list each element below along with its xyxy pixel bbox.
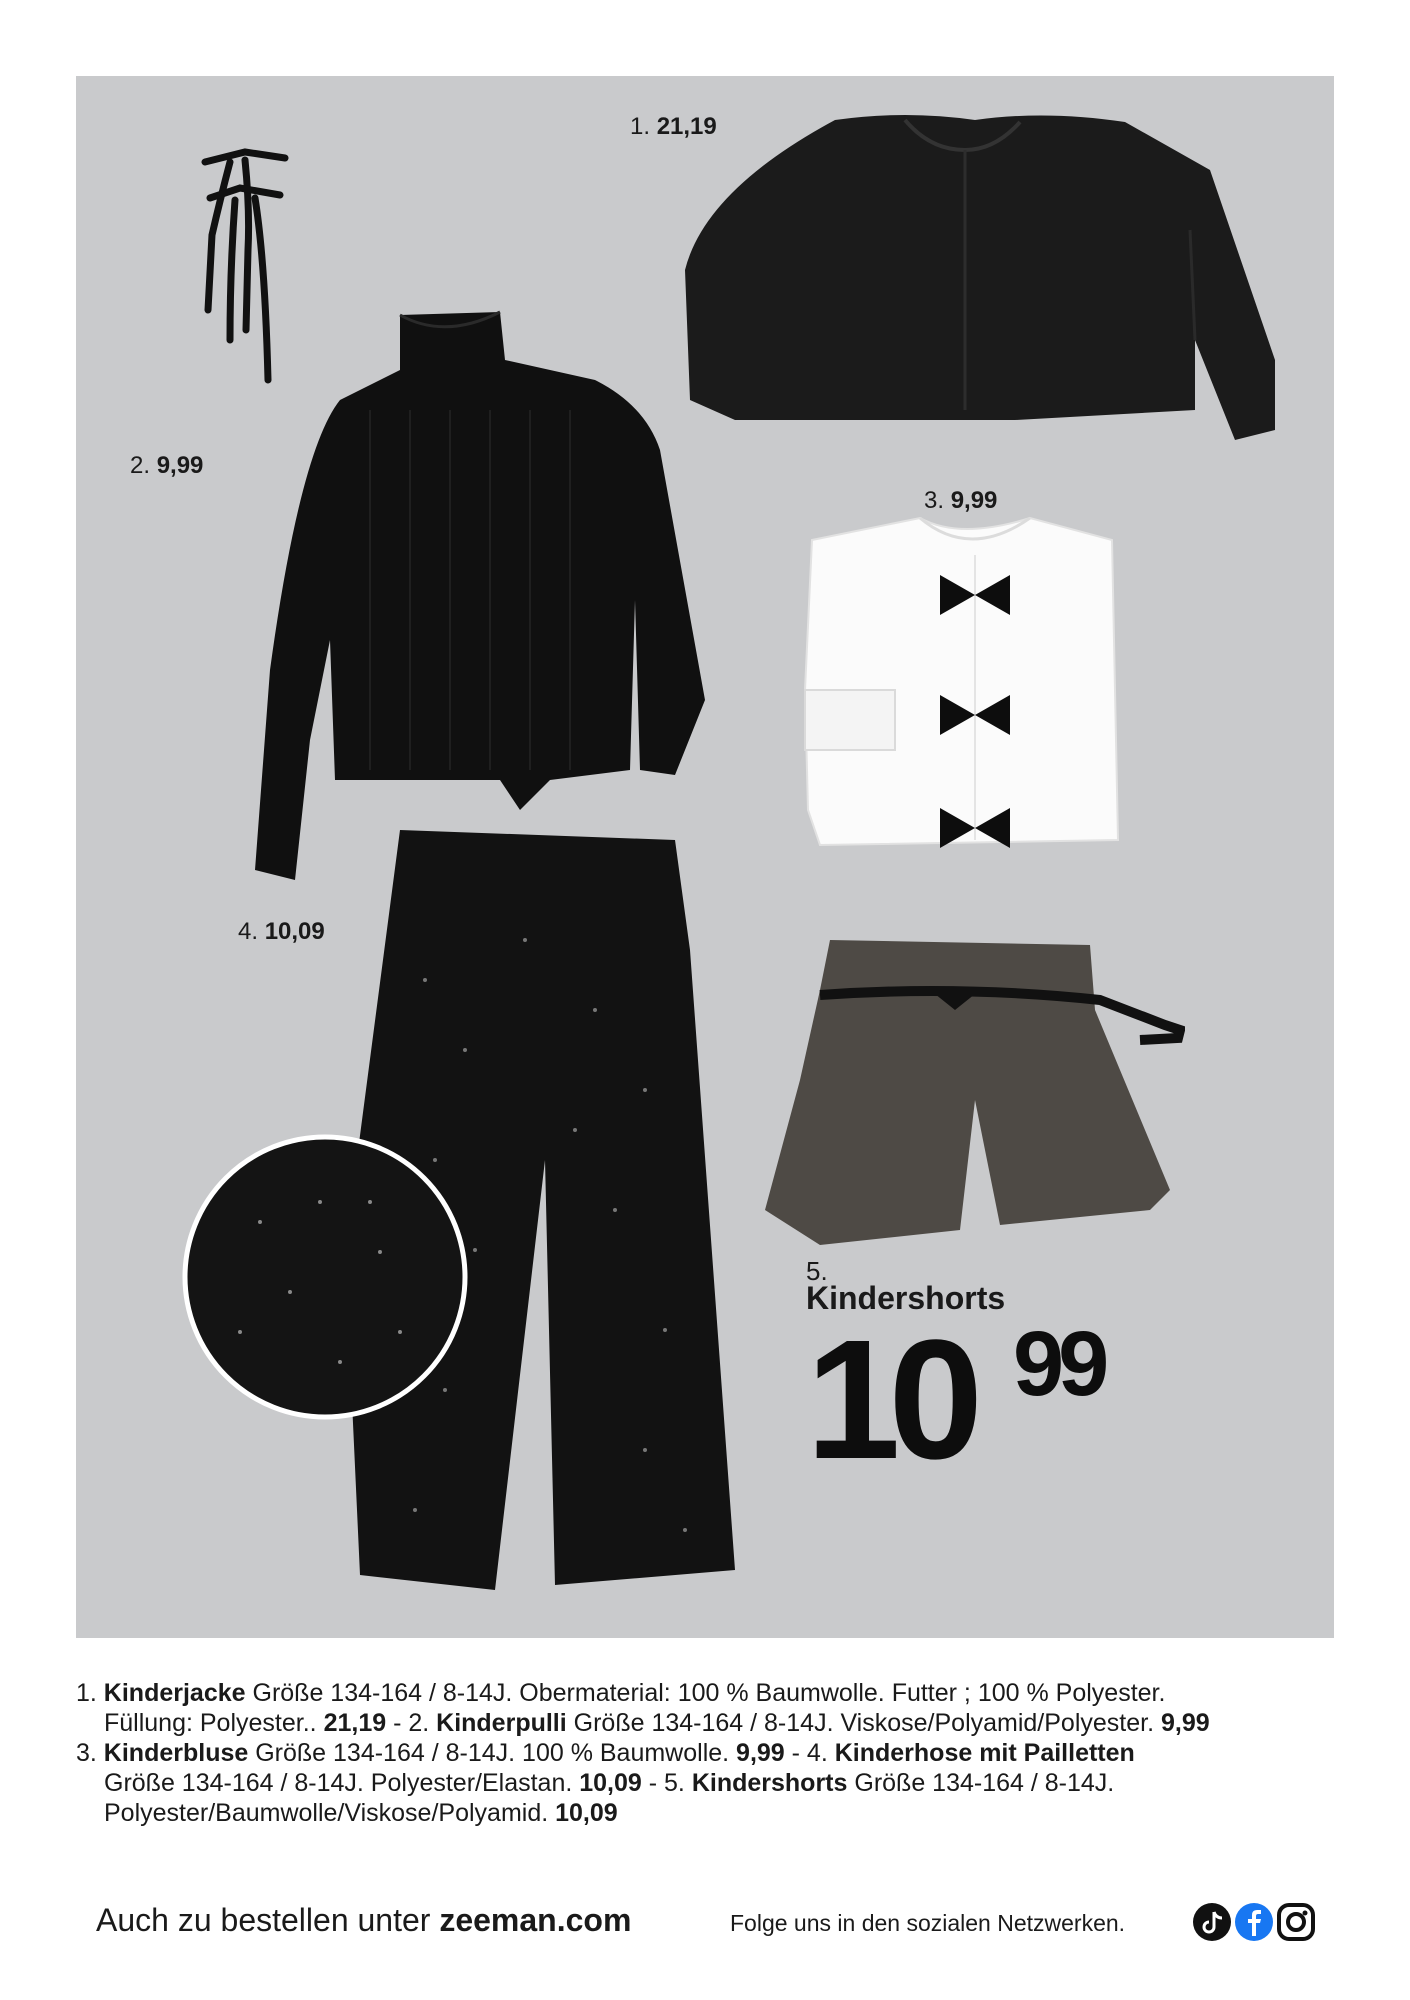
item2-price: 9,99	[156, 452, 204, 479]
kinderpulli-image	[250, 300, 730, 880]
text: 1.	[76, 1679, 104, 1707]
social-follow-text: Folge uns in den sozialen Netzwerken.	[730, 1910, 1126, 1936]
item4-price: 10,09	[264, 918, 325, 945]
text: Größe 134-164 / 8-14J. 100 % Baumwolle.	[248, 1739, 737, 1767]
promo-product-name: Kindershorts	[806, 1280, 1006, 1316]
description-line-5	[76, 1798, 1336, 1828]
item3-price-label	[924, 487, 997, 515]
item2-price-label	[130, 452, 203, 480]
promo-number: 5.	[806, 1256, 828, 1286]
price: 10,09	[555, 1799, 618, 1827]
text: Füllung: Polyester..	[104, 1709, 324, 1737]
product-description	[76, 1678, 1336, 1828]
price: 10,09	[579, 1769, 642, 1797]
product-name: Kindershorts	[691, 1769, 848, 1797]
promo-price-main: 10	[806, 1305, 972, 1495]
item4-number: 4.	[238, 918, 259, 945]
facebook-icon[interactable]	[1234, 1902, 1274, 1942]
description-line-4	[76, 1768, 1336, 1798]
description-line-2	[76, 1708, 1336, 1738]
product-name: Kinderhose mit Pailletten	[834, 1739, 1135, 1767]
order-text: Auch zu bestellen unter	[96, 1902, 440, 1938]
item1-price-label	[630, 113, 717, 141]
kindershorts-image	[760, 940, 1185, 1250]
text: Polyester/Baumwolle/Viskose/Polyamid.	[104, 1799, 556, 1827]
price: 9,99	[736, 1739, 785, 1767]
product-name: Kinderjacke	[103, 1679, 246, 1707]
kinderjacke-image	[675, 110, 1290, 450]
description-line-1	[76, 1678, 1336, 1708]
order-online-text	[96, 1902, 631, 1939]
product-name: Kinderbluse	[103, 1739, 249, 1767]
instagram-icon[interactable]	[1276, 1902, 1316, 1942]
text: - 2.	[386, 1709, 437, 1737]
text: - 4.	[784, 1739, 835, 1767]
item4-price-label	[238, 918, 325, 946]
text: Größe 134-164 / 8-14J. Polyester/Elastan.	[104, 1769, 580, 1797]
price: 9,99	[1160, 1709, 1210, 1737]
text: Größe 134-164 / 8-14J.	[847, 1769, 1115, 1797]
zeeman-link[interactable]: zeeman.com	[439, 1902, 632, 1938]
item1-price: 21,19	[656, 113, 717, 140]
text: 3.	[76, 1739, 104, 1767]
description-line-3	[76, 1738, 1336, 1768]
product-name: Kinderpulli	[436, 1709, 567, 1737]
item1-number: 1.	[630, 113, 651, 140]
price: 21,19	[323, 1709, 387, 1737]
item3-number: 3.	[924, 487, 945, 514]
text: Größe 134-164 / 8-14J. Viskose/Polyamid/Polyester.	[566, 1709, 1161, 1737]
item2-number: 2.	[130, 452, 151, 479]
text: - 5.	[641, 1769, 692, 1797]
kinderbluse-image	[800, 510, 1120, 855]
tiktok-icon[interactable]	[1192, 1902, 1232, 1942]
item3-price: 9,99	[950, 487, 998, 514]
promo-price-cents: 99	[1013, 1313, 1104, 1415]
text: Größe 134-164 / 8-14J. Obermaterial: 100 % Baumwolle. Futter ; 100 % Polyester.	[245, 1679, 1166, 1707]
sequin-detail-image	[180, 1132, 470, 1422]
